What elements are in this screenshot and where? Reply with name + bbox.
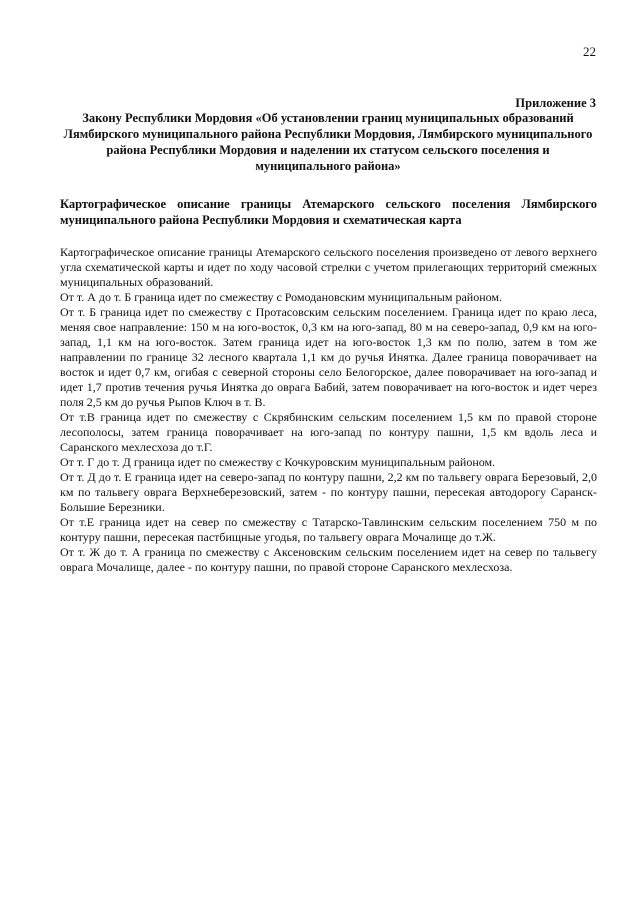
paragraph-g-d: От т. Г до т. Д граница идет по смежеству с Кочкуровским муниципальным районом.	[60, 455, 496, 469]
paragraph-e-zh: От т.Е граница идет на север по смежеству с Татарско-Тавлинским сельским поселением 750 м по контуру пашни, пересекая пастбищные угодья, по тальвегу оврага Мочалище до т.Ж.	[60, 515, 597, 544]
paragraph-a-b: От т. А до т. Б граница идет по смежеству с Ромодановским муниципальным районом.	[60, 290, 502, 304]
appendix-label: Приложение 3	[515, 96, 596, 110]
law-title: Закону Республики Мордовия «Об установлении границ муниципальных образований Лямбирского муниципального района Республики Мордовия, Лямбирского муниципального района Республики Мордовия и наделении их статусом сельского поселения и муниципального района»	[63, 111, 593, 173]
paragraph-d-e: От т. Д до т. Е граница идет на северо-запад по контуру пашни, 2,2 км по тальвегу оврага Березовый, 2,0 км по тальвегу оврага Верхнеберезовский, затем - по контуру пашни, пересекая автодорогу Саранск-Большие Березники.	[60, 470, 597, 514]
paragraph-b-v: От т. Б граница идет по смежеству с Протасовским сельским поселением. Граница идет по краю леса, меняя свое направление: 150 м на юго-восток, 0,3 км на юго-запад, 80 м на северо-запад, 0,9 км на юго-запад, 1,1 км на юго-восток. Затем граница идет на юго-восток 1,3 км по полю, затем в том же направлении по границе 32 лесного квартала 1,1 км до ручья Инятка. Далее граница поворачивает на восток и идет 0,7 км, огибая с северной стороны село Белогорское, далее поворачивает на юго-запад и идет 1,7 против течения ручья Инятка до оврага Бабий, затем поворачивает на юго-восток и идет через поля 2,5 км до ручья Рыпов Ключ в т. В.	[60, 305, 597, 409]
page-number: 22	[583, 44, 596, 59]
boundary-description	[60, 245, 597, 575]
paragraph-v-g: От т.В граница идет по смежеству с Скрябинским сельским поселением 1,5 км по правой стороне лесополосы, затем граница поворачивает на юго-запад по контуру пашни, 1,5 км вдоль леса и Саранского мехлесхоза до т.Г.	[60, 410, 597, 454]
section-heading: Картографическое описание границы Атемарского сельского поселения Лямбирского муниципального района Республики Мордовия и схематическая карта	[60, 197, 597, 227]
paragraph-zh-a: От т. Ж до т. А граница по смежеству с Аксеновским сельским поселением идет на север по тальвегу оврага Мочалище, далее - по контуру пашни, по правой стороне Саранского мехлесхоза.	[60, 545, 597, 574]
paragraph-intro: Картографическое описание границы Атемарского сельского поселения произведено от левого верхнего угла схематической карты и идет по ходу часовой стрелки с учетом прилегающих территорий смежных муниципальных образований.	[60, 245, 597, 289]
